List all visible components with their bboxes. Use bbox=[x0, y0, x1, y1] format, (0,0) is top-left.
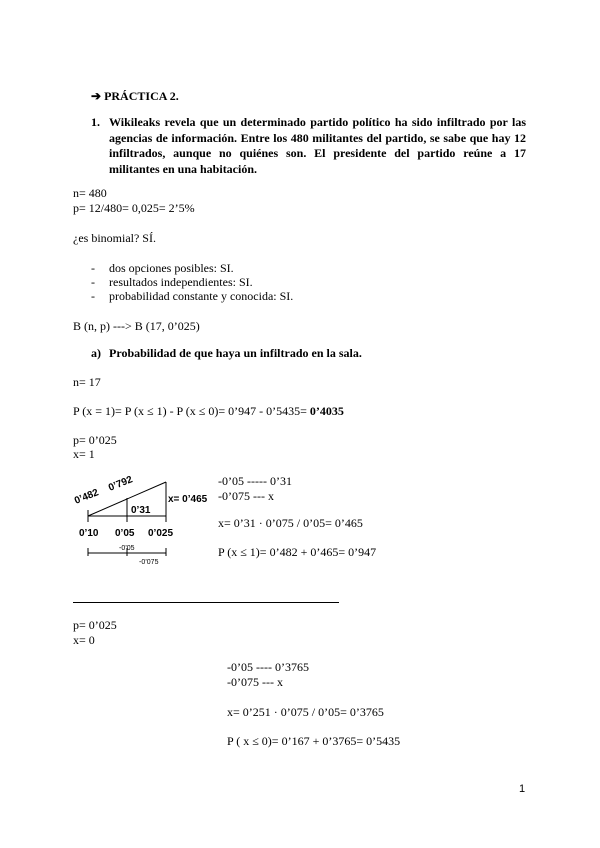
distribution: B (n, p) ---> B (17, 0’025) bbox=[73, 319, 200, 333]
interpolation-sketch bbox=[73, 470, 213, 570]
sketch-label-top-left: 0’482 bbox=[73, 487, 101, 507]
given-n: n= 480 bbox=[73, 186, 107, 200]
calc1-line4: P (x ≤ 1)= 0’482 + 0’465= 0’947 bbox=[218, 545, 377, 559]
sketch-tick-b: 0’05 bbox=[115, 528, 135, 539]
calc2-line1: -0’05 ---- 0’3765 bbox=[227, 660, 309, 674]
given-p: p= 12/480= 0,025= 2’5% bbox=[73, 201, 195, 215]
list-dash: - bbox=[91, 275, 95, 289]
list-item bbox=[91, 261, 95, 276]
part-a-question: Probabilidad de que haya un infiltrado en la sala. bbox=[109, 346, 362, 360]
sketch-label-middle: 0’31 bbox=[131, 505, 151, 516]
calc2-p: p= 0’025 bbox=[73, 618, 117, 632]
calc1-line2: -0’075 --- x bbox=[218, 489, 274, 503]
section-heading bbox=[91, 89, 179, 104]
sketch-label-right: x= 0’465 bbox=[168, 494, 208, 505]
binomial-question: ¿es binomial? SÍ. bbox=[73, 231, 156, 245]
sketch-tick-a: 0’10 bbox=[79, 528, 99, 539]
list-item-text: probabilidad constante y conocida: SI. bbox=[109, 289, 294, 303]
sketch-label-top-right: 0’792 bbox=[107, 474, 135, 494]
formula-expression: P (x = 1)= P (x ≤ 1) - P (x ≤ 0)= 0’947 - 0’5435= bbox=[73, 404, 310, 418]
list-item bbox=[91, 275, 95, 290]
formula-result: 0’4035 bbox=[309, 404, 344, 418]
list-item-text: dos opciones posibles: SI. bbox=[109, 261, 234, 275]
calc2-line4: P ( x ≤ 0)= 0’167 + 0’3765= 0’5435 bbox=[227, 734, 401, 748]
horizontal-divider bbox=[73, 602, 339, 603]
n-value: n= 17 bbox=[73, 375, 101, 389]
problem-number: 1. bbox=[91, 115, 100, 129]
sketch-span-b: -0’075 bbox=[139, 559, 159, 566]
heading-label: PRÁCTICA 2. bbox=[104, 89, 179, 103]
list-dash: - bbox=[91, 261, 95, 275]
part-a-label: a) bbox=[91, 346, 101, 360]
problem-statement: Wikileaks revela que un determinado partido político ha sido infiltrado por las agencias de información. Entre los 480 militantes del partido, se sabe que hay 12 infiltrados, aunque no quiénes son. El presidente del partido reúne a 17 militantes en una habitación. bbox=[109, 115, 526, 176]
arrow-icon: ➔ bbox=[91, 89, 102, 103]
page-number: 1 bbox=[519, 783, 526, 795]
list-item bbox=[91, 289, 95, 304]
calc1-line3: x= 0’31 · 0’075 / 0’05= 0’465 bbox=[218, 516, 363, 530]
sketch-span-a: -0’05 bbox=[119, 545, 135, 552]
calc1-p: p= 0’025 bbox=[73, 433, 117, 447]
calc2-line2: -0’075 --- x bbox=[227, 675, 283, 689]
calc2-line3: x= 0’251 · 0’075 / 0’05= 0’3765 bbox=[227, 705, 384, 719]
probability-formula bbox=[73, 404, 344, 419]
sketch-tick-c: 0’025 bbox=[148, 528, 174, 539]
calc1-line1: -0’05 ----- 0’31 bbox=[218, 474, 292, 488]
list-item-text: resultados independientes: SI. bbox=[109, 275, 253, 289]
calc2-x: x= 0 bbox=[73, 633, 95, 647]
calc1-x: x= 1 bbox=[73, 447, 95, 461]
list-dash: - bbox=[91, 289, 95, 303]
